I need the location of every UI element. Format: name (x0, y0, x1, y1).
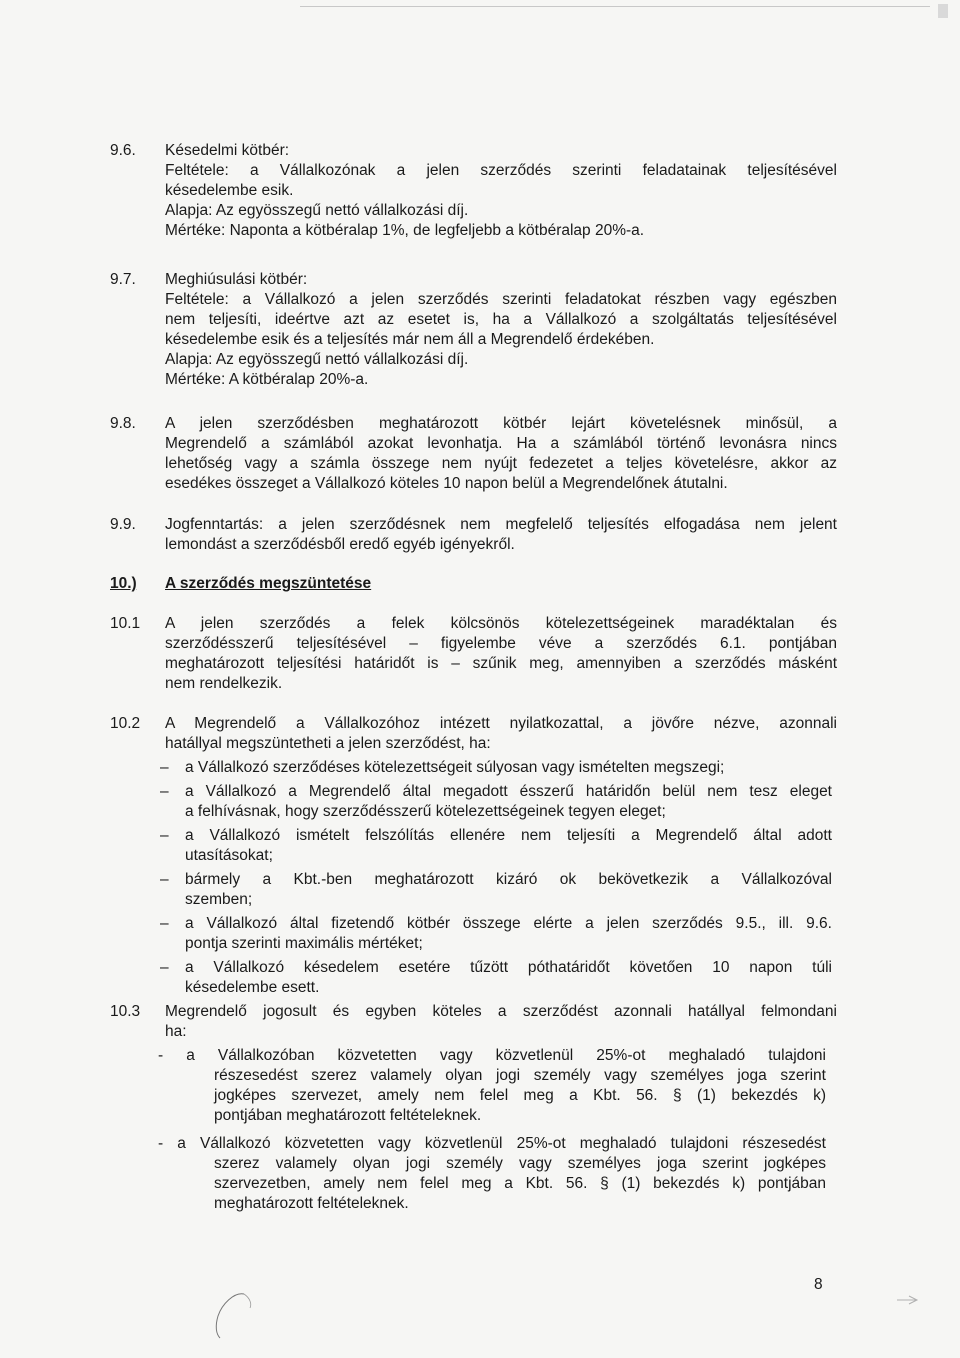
text-line: Alapja: Az egyösszegű nettó vállalkozási díj. (165, 351, 469, 368)
scan-edge-line (300, 6, 930, 7)
section-number: 9.9. (110, 516, 136, 533)
text-line: A Megrendelő a Vállalkozóhoz intézett nyilatkozattal, a jövőre nézve, azonnali (165, 715, 837, 732)
list-dash: – (160, 827, 169, 844)
list-dash: – (160, 759, 169, 776)
text-line: Mértéke: A kötbéralap 20%-a. (165, 371, 369, 388)
section-number: 10.1 (110, 615, 141, 632)
list-dash: – (160, 871, 169, 888)
scan-corner-mark (938, 4, 948, 18)
list-item (160, 870, 832, 910)
text-line: - a Vállalkozó közvetetten vagy közvetlenül 25%-ot meghaladó tulajdoni részesedést (158, 1135, 826, 1152)
scan-artifact-mark (895, 1290, 925, 1310)
text-line: nem rendelkezik. (165, 675, 283, 692)
section-number: 9.7. (110, 271, 136, 288)
text-line: a Vállalkozó késedelem esetére tűzött póthatáridőt követően 10 napon túli (185, 959, 832, 976)
list-item (160, 958, 832, 998)
text-line: Feltétele: a Vállalkozónak a jelen szerződés szerinti feladatainak teljesítésével (165, 162, 837, 179)
text-line: lehetőség vagy a számla összege nem nyújt fedezetet a teljes követelésre, akkor az (165, 455, 837, 472)
text-line: nem teljesíti, ideértve azt az esetet is, ha a Vállalkozó a szolgáltatás teljesítésével (165, 311, 837, 328)
list-dash: – (160, 959, 169, 976)
text-line: szerződésszerű teljesítésével – figyelembe véve a szerződés 6.1. pontjában (165, 635, 837, 652)
text-line: Alapja: Az egyösszegű nettó vállalkozási díj. (165, 202, 469, 219)
paragraph-body (158, 1134, 826, 1214)
text-line: A jelen szerződés a felek kölcsönös kötelezettségeinek maradéktalan és (165, 615, 837, 632)
text-line: meghatározott teljesítési határidőt is – szűnik meg, amennyiben a szerződés másként (165, 655, 837, 672)
list-dash: – (160, 915, 169, 932)
page-number: 8 (814, 1276, 823, 1293)
list-item (160, 782, 832, 822)
section-number: 9.6. (110, 142, 136, 159)
section-body (165, 270, 837, 390)
section-title: Meghiúsulási kötbér: (165, 271, 308, 288)
text-line: a Vállalkozó ismételt felszólítás ellenére nem teljesíti a Megrendelő által adott (185, 827, 832, 844)
text-line: A jelen szerződésben meghatározott kötbér lejárt követelésnek minősül, a (165, 415, 837, 432)
text-line: esedékes összeget a Vállalkozó köteles 10 napon belül a Megrendelőnek átutalni. (165, 475, 728, 492)
section-body (165, 141, 837, 241)
list-body (160, 758, 832, 998)
text-line: késedelembe esik és a teljesítés már nem áll a Megrendelő érdekében. (165, 331, 655, 348)
text-line: Jogfenntartás: a jelen szerződésnek nem megfelelő teljesítés elfogadása nem jelent (165, 516, 837, 533)
text-line: a felhívásnak, hogy szerződésszerű kötelezettségeinek tegyen eleget; (185, 803, 666, 820)
paragraph-body (158, 1046, 826, 1126)
text-line: ha: (165, 1023, 187, 1040)
chapter-number: 10.) (110, 575, 137, 592)
section-body (165, 714, 837, 754)
text-line: utasításokat; (185, 847, 273, 864)
text-line: bármely a Kbt.-ben meghatározott kizáró ok bekövetkezik a Vállalkozóval (185, 871, 832, 888)
section-body (165, 414, 837, 494)
section-title: Késedelmi kötbér: (165, 142, 290, 159)
text-line: részesedést szerez valamely olyan jogi személy vagy személyes joga szerint (214, 1067, 826, 1084)
section-number: 9.8. (110, 415, 136, 432)
list-dash: – (160, 783, 169, 800)
text-line: késedelembe esett. (185, 979, 320, 996)
text-line: meghatározott feltételeknek. (214, 1195, 409, 1212)
text-line: jogképes szervezet, amely nem felel meg a Kbt. 56. § (1) bekezdés k) (214, 1087, 826, 1104)
text-line: pontja szerinti maximális mértéket; (185, 935, 423, 952)
text-line: szervezetben, amely nem felel meg a Kbt. 56. § (1) bekezdés k) pontjában (214, 1175, 826, 1192)
section-number: 10.3 (110, 1003, 141, 1020)
pen-scribble-mark (200, 1290, 260, 1340)
text-line: a Vállalkozó szerződéses kötelezettségeit súlyosan vagy ismételten megszegi; (185, 759, 725, 776)
text-line: Mértéke: Naponta a kötbéralap 1%, de legfeljebb a kötbéralap 20%-a. (165, 222, 645, 239)
text-line: - a Vállalkozóban közvetetten vagy közvetlenül 25%-ot meghaladó tulajdoni (158, 1047, 826, 1064)
text-line: hatállyal megszüntetheti a jelen szerződést, ha: (165, 735, 491, 752)
list-item (160, 758, 832, 778)
chapter-title: A szerződés megszüntetése (165, 575, 372, 592)
text-line: a Vállalkozó által fizetendő kötbér összege elérte a jelen szerződés 9.5., ill. 9.6. (185, 915, 832, 932)
text-line: Megrendelő jogosult és egyben köteles a szerződést azonnali hatállyal felmondani (165, 1003, 837, 1020)
text-line: Megrendelő a számlából azokat levonhatja. Ha a számlából történő levonásra nincs (165, 435, 837, 452)
list-item (160, 914, 832, 954)
text-line: a Vállalkozó a Megrendelő által megadott ésszerű határidőn belül nem tesz eleget (185, 783, 832, 800)
text-line: szerez valamely olyan jogi személy vagy személyes joga szerint jogképes (214, 1155, 826, 1172)
section-body (165, 1002, 837, 1042)
list-item (160, 826, 832, 866)
section-body (165, 515, 837, 555)
section-number: 10.2 (110, 715, 141, 732)
text-line: Feltétele: a Vállalkozó a jelen szerződés szerinti feladatokat részben vagy egészben (165, 291, 837, 308)
text-line: lemondást a szerződésből eredő egyéb igényekről. (165, 536, 515, 553)
text-line: késedelembe esik. (165, 182, 294, 199)
text-line: pontjában meghatározott feltételeknek. (214, 1107, 482, 1124)
chapter-heading-body (165, 574, 837, 594)
text-line: szemben; (185, 891, 253, 908)
section-body (165, 614, 837, 694)
